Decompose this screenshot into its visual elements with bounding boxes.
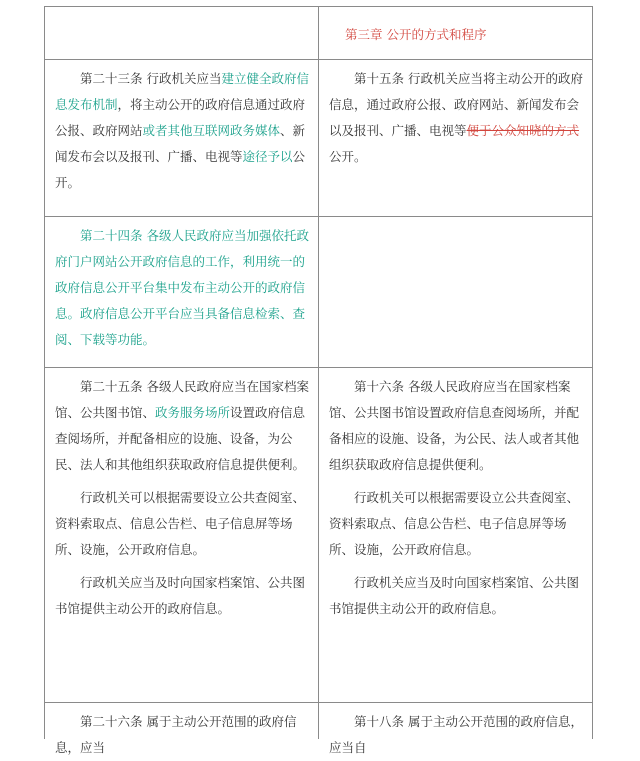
- text-run: 行政机关应当及时向国家档案馆、公共图书馆提供主动公开的政府信息。: [329, 575, 580, 616]
- paragraph: [55, 570, 312, 622]
- text-run: 第二十三条 行政机关应当: [80, 71, 222, 86]
- table-right-border: [592, 6, 593, 739]
- text-run: 设置政府信息查阅场所，并配备相应的设施、设备，为公民、法人和其他组织获取政府信息提供便利。: [55, 405, 306, 472]
- header-right-cell: [319, 7, 592, 59]
- article-18-old: [319, 709, 592, 761]
- paragraph: [55, 374, 312, 478]
- article-15-old: [319, 66, 592, 170]
- text-run: 或者其他互联网政务媒体: [142, 123, 281, 138]
- paragraph: [329, 709, 586, 761]
- text-run: 、新闻发布会以及报刊、广播、电视等: [55, 123, 306, 164]
- text-run: 公开。: [329, 149, 367, 164]
- article-23-new: [45, 66, 318, 196]
- text-run: 行政机关可以根据需要设立公共查阅室、资料索取点、信息公告栏、电子信息屏等场所、设施，公开政府信息。: [55, 490, 306, 557]
- article-16-old: [319, 374, 592, 622]
- text-run: 公开。: [55, 149, 306, 190]
- text-run: 便于公众知晓的方式: [466, 123, 580, 138]
- text-run: 政务服务场所: [155, 405, 231, 420]
- article-26-new: [45, 709, 318, 761]
- paragraph: [55, 709, 312, 761]
- paragraph: [55, 66, 312, 196]
- text-run: 第二十四条 各级人民政府应当加强依托政府门户网站公开政府信息的工作，利用统一的政府信息公开平台集中发布主动公开的政府信息。政府信息公开平台应当具备信息检索、查阅、下载等功能。: [55, 228, 309, 347]
- paragraph: [329, 570, 586, 622]
- text-run: 行政机关可以根据需要设立公共查阅室、资料索取点、信息公告栏、电子信息屏等场所、设施，公开政府信息。: [329, 490, 580, 557]
- text-run: 第十六条 各级人民政府应当在国家档案馆、公共图书馆设置政府信息查阅场所，并配备相应的设施、设备，为公民、法人或者其他组织获取政府信息提供便利。: [329, 379, 580, 472]
- chapter-title: 第三章 公开的方式和程序: [345, 27, 487, 42]
- text-run: 第十五条 行政机关应当将主动公开的政府信息，通过政府公报、政府网站、新闻发布会以及报刊、广播、电视等: [329, 71, 583, 138]
- text-run: 建立健全政府信息发布机制: [55, 71, 309, 112]
- paragraph: [329, 485, 586, 563]
- text-run: 第十八条 属于主动公开范围的政府信息，应当自: [329, 714, 583, 755]
- text-run: 途径予以: [242, 149, 293, 164]
- text-run: ，将主动公开的政府信息通过政府公报、政府网站: [55, 97, 306, 138]
- paragraph: [329, 374, 586, 478]
- paragraph: [55, 485, 312, 563]
- header-left-cell: [45, 7, 318, 59]
- paragraph: [329, 66, 586, 170]
- paragraph: [55, 223, 312, 353]
- text-run: 行政机关应当及时向国家档案馆、公共图书馆提供主动公开的政府信息。: [55, 575, 306, 616]
- article-24-new: [45, 223, 318, 353]
- text-run: 第二十六条 属于主动公开范围的政府信息，应当: [55, 714, 297, 755]
- article-25-new: [45, 374, 318, 622]
- text-run: 第二十五条 各级人民政府应当在国家档案馆、公共图书馆、: [55, 379, 309, 420]
